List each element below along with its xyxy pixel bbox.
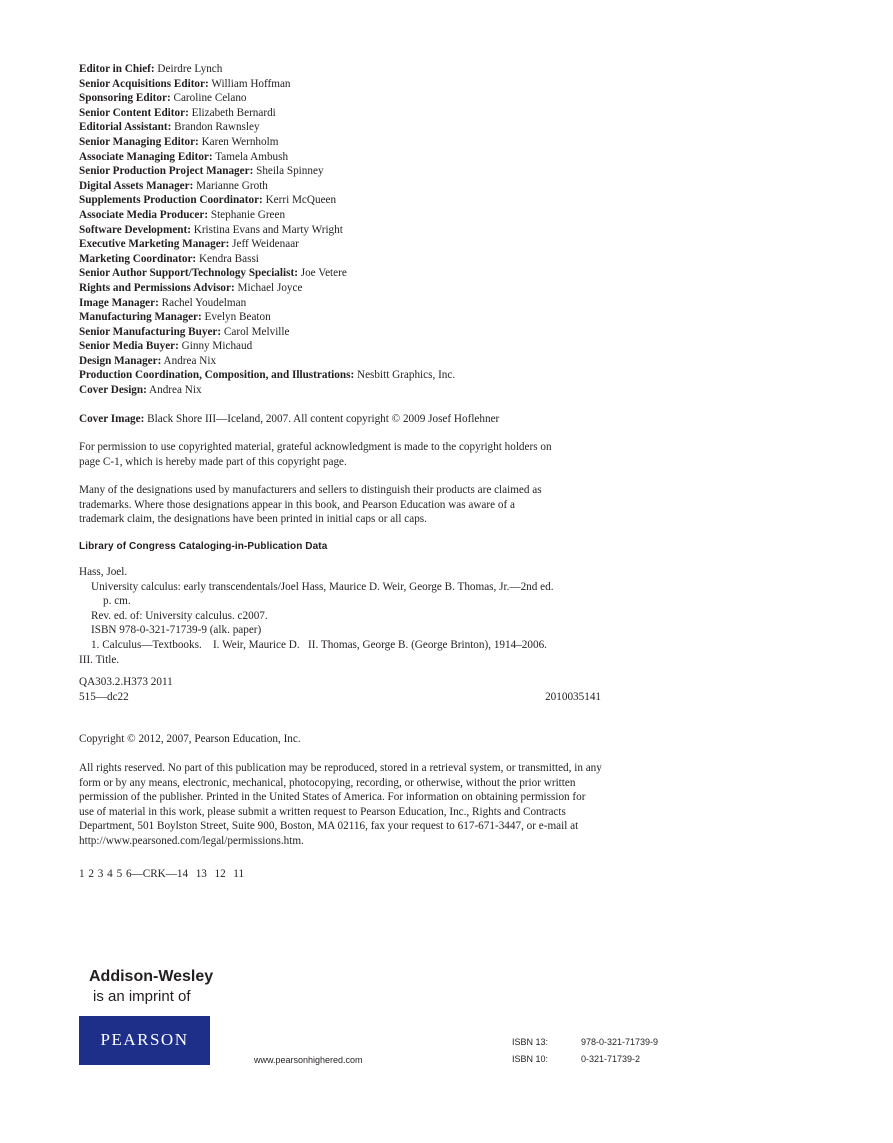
credit-role: Associate Media Producer: bbox=[79, 208, 209, 221]
lc-call-number bbox=[79, 675, 601, 690]
credit-name: Nesbitt Graphics, Inc. bbox=[356, 369, 456, 382]
credit-row bbox=[79, 91, 679, 106]
credit-row bbox=[79, 281, 679, 296]
credit-role: Software Development: bbox=[79, 223, 191, 236]
pearson-logo-text: PEARSON bbox=[100, 1030, 189, 1050]
lccn-number: 2010035141 bbox=[545, 690, 601, 703]
credit-role: Sponsoring Editor: bbox=[79, 92, 171, 105]
credit-name: William Hoffman bbox=[211, 77, 291, 90]
credit-name: Tamela Ambush bbox=[215, 150, 289, 163]
credit-row bbox=[79, 193, 679, 208]
cip-data bbox=[79, 565, 639, 667]
trademark-paragraph bbox=[79, 483, 639, 527]
credit-name: Michael Joyce bbox=[237, 281, 303, 294]
credit-row bbox=[79, 208, 679, 223]
credit-name: Stephanie Green bbox=[210, 208, 286, 221]
isbn-value: 978-0-321-71739-9 bbox=[581, 1037, 659, 1047]
credit-name: Rachel Youdelman bbox=[161, 296, 247, 309]
credit-row bbox=[79, 135, 679, 150]
print-line: 1 2 3 4 5 6—CRK—14 13 12 11 bbox=[79, 868, 245, 880]
credit-role: Senior Manufacturing Buyer: bbox=[79, 325, 222, 338]
credit-name: Deirdre Lynch bbox=[157, 63, 223, 75]
dewey-row bbox=[79, 690, 601, 705]
credit-role: Associate Managing Editor: bbox=[79, 150, 213, 163]
permission-paragraph bbox=[79, 440, 639, 469]
credit-role: Marketing Coordinator: bbox=[79, 252, 197, 265]
cover-image-text: Black Shore III—Iceland, 2007. All content copyright © 2009 Josef Hoflehner bbox=[147, 413, 500, 425]
credit-name: Carol Melville bbox=[223, 325, 290, 338]
credit-role: Senior Author Support/Technology Specialist: bbox=[79, 267, 298, 280]
cip-isbn: ISBN 978-0-321-71739-9 (alk. paper) bbox=[91, 624, 262, 637]
credit-row bbox=[79, 237, 679, 252]
credit-role: Design Manager: bbox=[79, 354, 162, 367]
credit-name: Kristina Evans and Marty Wright bbox=[193, 223, 343, 236]
credit-row bbox=[79, 383, 679, 398]
credit-row bbox=[79, 77, 679, 92]
paragraph-line: Many of the designations used by manufacturers and sellers to distinguish their products are claimed as bbox=[79, 484, 542, 496]
imprint-name: Addison-Wesley bbox=[89, 968, 214, 985]
credit-row bbox=[79, 223, 679, 238]
credit-name: Elizabeth Bernardi bbox=[191, 106, 276, 119]
credit-row bbox=[79, 120, 679, 135]
cover-image-label: Cover Image: bbox=[79, 413, 145, 425]
credit-row bbox=[79, 354, 679, 369]
credit-name: Caroline Celano bbox=[173, 92, 247, 105]
credit-row bbox=[79, 62, 679, 77]
credit-role: Supplements Production Coordinator: bbox=[79, 194, 263, 207]
loc-heading: Library of Congress Cataloging-in-Publication Data bbox=[79, 541, 328, 552]
paragraph-line: All rights reserved. No part of this publication may be reproduced, stored in a retrieval system, or transmitted, in any bbox=[79, 762, 602, 774]
credit-role: Editor in Chief: bbox=[79, 63, 155, 75]
credit-name: Jeff Weidenaar bbox=[232, 238, 299, 251]
website-url: www.pearsonhighered.com bbox=[254, 1055, 363, 1065]
cip-author: Hass, Joel. bbox=[79, 566, 128, 578]
credit-role: Cover Design: bbox=[79, 384, 147, 397]
credit-name: Joe Vetere bbox=[300, 267, 347, 280]
isbn-block bbox=[512, 1037, 658, 1071]
isbn-value: 0-321-71739-2 bbox=[581, 1054, 641, 1064]
paragraph-line: trademark claim, the designations have been printed in initial caps or all caps. bbox=[79, 513, 427, 526]
cip-title: University calculus: early transcendentals/Joel Hass, Maurice D. Weir, George B. Thomas, Jr.—2nd ed. bbox=[91, 580, 554, 593]
call-numbers bbox=[79, 675, 601, 704]
credit-name: Ginny Michaud bbox=[181, 340, 253, 353]
cip-subjects-cont: III. Title. bbox=[79, 653, 120, 666]
pearson-logo bbox=[79, 1016, 210, 1065]
credit-row bbox=[79, 164, 679, 179]
credit-name: Andrea Nix bbox=[149, 384, 202, 397]
credit-name: Kerri McQueen bbox=[265, 194, 337, 207]
credit-row bbox=[79, 266, 679, 281]
staff-credits bbox=[79, 62, 679, 398]
rights-paragraph bbox=[79, 761, 669, 849]
credit-role: Manufacturing Manager: bbox=[79, 311, 202, 324]
cip-rev: Rev. ed. of: University calculus. c2007. bbox=[91, 609, 268, 622]
credit-row bbox=[79, 310, 679, 325]
credit-row bbox=[79, 150, 679, 165]
credit-row bbox=[79, 106, 679, 121]
credit-name: Evelyn Beaton bbox=[204, 311, 271, 324]
paragraph-line: permission of the publisher. Printed in the United States of America. For information on obtaining permission for bbox=[79, 791, 586, 804]
credit-row bbox=[79, 339, 679, 354]
paragraph-line: use of material in this work, please submit a written request to Pearson Education, Inc., Rights and Contracts bbox=[79, 805, 566, 818]
paragraph-line: For permission to use copyrighted material, grateful acknowledgment is made to the copyright holders on bbox=[79, 441, 552, 453]
credit-role: Editorial Assistant: bbox=[79, 121, 172, 134]
credit-row bbox=[79, 179, 679, 194]
imprint-tagline: is an imprint of bbox=[93, 988, 191, 1005]
credit-role: Senior Production Project Manager: bbox=[79, 165, 254, 178]
copyright-notice: Copyright © 2012, 2007, Pearson Education, Inc. bbox=[79, 733, 301, 745]
dewey-number: 515—dc22 bbox=[79, 690, 129, 703]
credit-row bbox=[79, 325, 679, 340]
cover-image-credit bbox=[79, 412, 499, 427]
isbn-10-row bbox=[512, 1054, 658, 1071]
credit-role: Senior Acquisitions Editor: bbox=[79, 77, 209, 90]
cip-subjects: 1. Calculus—Textbooks. I. Weir, Maurice D. II. Thomas, George B. (George Brinton), 1914–2006. bbox=[91, 638, 547, 651]
credit-name: Marianne Groth bbox=[196, 179, 268, 192]
credit-name: Sheila Spinney bbox=[256, 165, 324, 178]
credit-role: Senior Managing Editor: bbox=[79, 135, 199, 148]
isbn-label: ISBN 13: bbox=[512, 1037, 549, 1047]
credit-name: Kendra Bassi bbox=[198, 252, 259, 265]
credit-role: Senior Media Buyer: bbox=[79, 340, 179, 353]
credit-row bbox=[79, 368, 679, 383]
credit-name: Brandon Rawnsley bbox=[174, 121, 260, 134]
credit-role: Rights and Permissions Advisor: bbox=[79, 281, 235, 294]
paragraph-line: Department, 501 Boylston Street, Suite 900, Boston, MA 02116, fax your request to 617-671-3447, or e-mail at bbox=[79, 820, 579, 833]
credit-name: Andrea Nix bbox=[163, 354, 217, 367]
isbn-label: ISBN 10: bbox=[512, 1054, 549, 1064]
credit-role: Production Coordination, Composition, and Illustrations: bbox=[79, 369, 355, 382]
credit-role: Executive Marketing Manager: bbox=[79, 238, 230, 251]
paragraph-line: form or by any means, electronic, mechanical, photocopying, recording, or otherwise, without the prior written bbox=[79, 776, 576, 789]
credit-role: Senior Content Editor: bbox=[79, 106, 189, 119]
isbn-13-row bbox=[512, 1037, 658, 1054]
paragraph-line: http://www.pearsoned.com/legal/permissions.htm. bbox=[79, 834, 304, 847]
paragraph-line: trademarks. Where those designations appear in this book, and Pearson Education was aware of a bbox=[79, 498, 515, 511]
cip-pages: p. cm. bbox=[103, 595, 131, 608]
credit-row bbox=[79, 296, 679, 311]
credit-row bbox=[79, 252, 679, 267]
lc-number: QA303.2.H373 2011 bbox=[79, 676, 173, 688]
credit-role: Image Manager: bbox=[79, 296, 159, 309]
paragraph-line: page C-1, which is hereby made part of this copyright page. bbox=[79, 455, 347, 468]
credit-role: Digital Assets Manager: bbox=[79, 179, 194, 192]
credit-name: Karen Wernholm bbox=[201, 135, 279, 148]
